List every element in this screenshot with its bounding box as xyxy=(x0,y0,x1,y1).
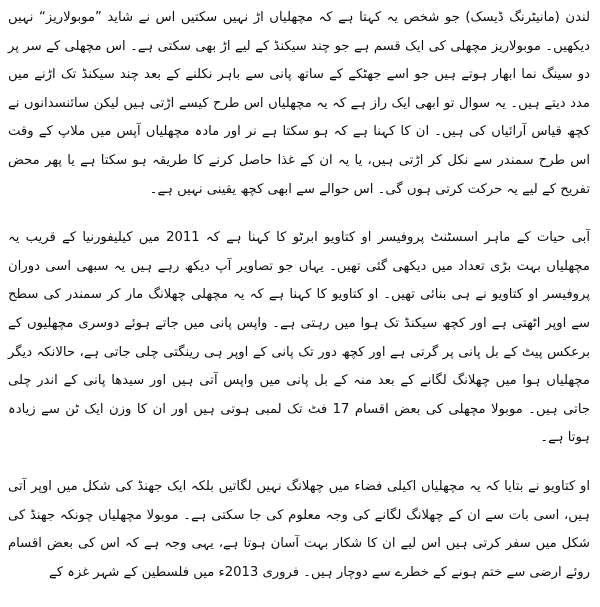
article-paragraph: لندن (مانیٹرنگ ڈیسک) جو شخص یہ کہتا ہے کہ مچھلیاں اڑ نہیں سکتیں اس نے شاید ”موبولاریز“ نہیں دیکھیں۔ موبولاریز مچھلی کی ایک قسم ہے جو چند سیکنڈ کے لیے اڑ بھی سکتی ہے۔ اس مچھلی کے سر پر دو سینگ نما ابھار ہوتے ہیں جو اسے جھٹکے کے ساتھ پانی سے باہر نکلنے کے بعد چند سیکنڈ تک اڑنے میں مدد دیتے ہیں۔ یہ سوال تو ابھی ایک راز ہے کہ یہ مچھلیاں اس طرح کیسے اڑتی ہیں لیکن سائنسدانوں نے کچھ قیاس آرائیاں کی ہیں۔ ان کا کہنا ہے کہ ہو سکتا ہے نر اور مادہ مچھلیاں آپس میں ملاپ کے وقت اس طرح سمندر سے نکل کر اڑتی ہیں، یا یہ ان کے غذا حاصل کرنے کا طریقہ ہو سکتا ہے یا پھر محض تفریح کے لیے یہ حرکت کرتی ہوں گی۔ اس حوالے سے ابھی کچھ یقینی نہیں ہے۔ xyxy=(8,10,590,197)
article-paragraph: او کتاویو نے بتایا کہ یہ مچھلیاں اکیلی فضاء میں چھلانگ نہیں لگاتیں بلکہ ایک جھنڈ کی شکل میں اوپر آتی ہیں، اسی بات سے ان کے چھلانگ لگانے کی وجہ معلوم کی جا سکتی ہے۔ موبولا مچھلیاں چونکہ جھنڈ کی شکل میں سفر کرتی ہیں اس لیے ان کا شکار بہت آسان ہوتا ہے، یہی وجہ ہے کہ اس کی بعض اقسام روئے ارضی سے ختم ہونے کے خطرے سے دوچار ہیں۔ فروری 2013ء میں فلسطین کے شہر غزہ کے xyxy=(8,478,590,580)
article-paragraph: آبی حیات کے ماہر اسسٹنٹ پروفیسر او کتاویو ابرٹو کا کہنا ہے کہ 2011 میں کیلیفورنیا کے قریب یہ مچھلیاں بہت بڑی تعداد میں دیکھی گئی تھیں۔ یہاں جو تصاویر آپ دیکھ رہے ہیں یہ سبھی اسی دوران پروفیسر او کتاویو نے ہی بنائی تھیں۔ او کتاویو کا کہنا ہے کہ یہ مچھلی چھلانگ مار کر سمندر کی سطح سے اوپر اٹھتی ہے اور کچھ سیکنڈ تک ہوا میں رہتی ہے۔ واپس پانی میں جاتے ہوئے دوسری مچھلیوں کے برعکس پیٹ کے بل پانی پر گرتی ہے اور کچھ دور تک پانی کے اوپر ہی رینگتی چلی جاتی ہے، حالانکہ دیگر مچھلیاں ہوا میں چھلانگ لگانے کے بعد منہ کے بل پانی میں واپس آتی ہیں اور سیدھا پانی کے اندر چلی جاتی ہیں۔ موبولا مچھلی کی بعض اقسام 17 فٹ تک لمبی ہوتی ہیں اور ان کا وزن ایک ٹن سے زیادہ ہوتا ہے۔ xyxy=(8,230,591,446)
article-body xyxy=(8,4,590,607)
